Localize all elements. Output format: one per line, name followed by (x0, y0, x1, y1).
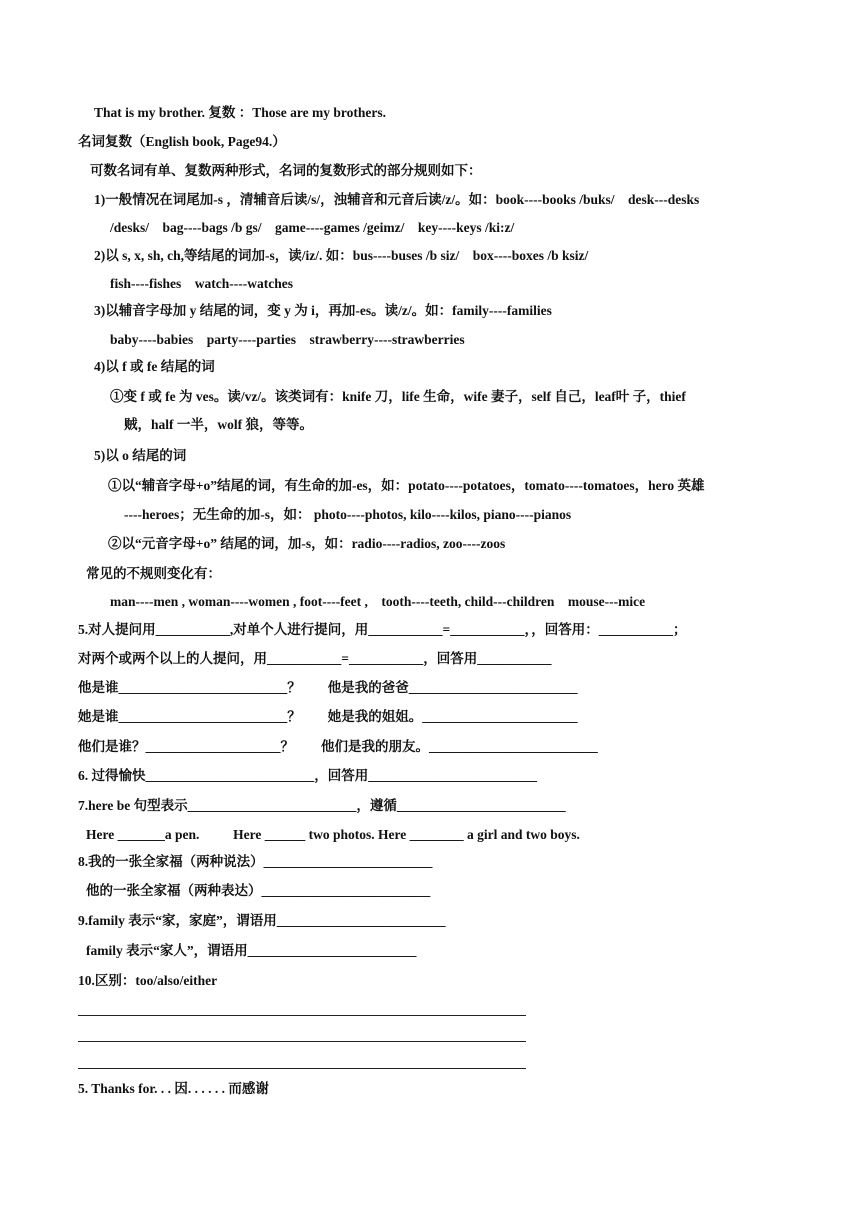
question-8-line-2: 他的一张全家福（两种表达）_________________________ (86, 883, 431, 898)
irregular-heading: 常见的不规则变化有： (86, 566, 221, 581)
who-is-he-line: 他是谁_________________________？ 他是我的爸爸_________________________ (78, 680, 578, 695)
question-8-line-1: 8.我的一张全家福（两种说法）_________________________ (78, 854, 433, 869)
rule-4-heading: 4)以 f 或 fe 结尾的词 (94, 359, 215, 374)
line-brother-plural: That is my brother. 复数 ：Those are my brothers. (94, 105, 387, 120)
question-10-heading: 10.区别：too/also/either (78, 973, 218, 988)
answer-line (78, 1015, 526, 1016)
rule-1-line-1: 1)一般情况在词尾加-s ，清辅音后读/s/，浊辅音和元音后读/z/。如：book----books /buks/ desk---desks (94, 192, 700, 207)
who-is-she-line: 她是谁_________________________？ 她是我的姐姐。_______________________ (78, 709, 578, 724)
rule-5-line-3: ②以“元音字母+o” 结尾的词，加-s，如：radio----radios, zoo----zoos (108, 536, 506, 551)
irregular-list: man----men , woman----women , foot----feet , tooth----teeth, child---children mouse---mice (110, 594, 646, 609)
question-5-line-1: 5.对人提问用___________,对单个人进行提问，用___________=___________，，回答用：___________； (78, 622, 687, 637)
rule-5-line-1: ①以“辅音字母+o”结尾的词，有生命的加-es，如：potato----potatoes，tomato----tomatoes，hero 英雄 (108, 478, 705, 493)
thanks-for-line: 5. Thanks for. . . 因. . . . . . 而感谢 (78, 1081, 269, 1096)
question-7-line-1: 7.here be 句型表示_________________________，遵循_________________________ (78, 798, 566, 813)
rule-5-heading: 5)以 o 结尾的词 (94, 448, 187, 463)
rule-1-line-2: /desks/ bag----bags /b gs/ game----games /geimz/ key----keys /ki:z/ (110, 220, 515, 235)
rule-2-line-1: 2)以 s, x, sh, ch,等结尾的词加-s，读/iz/. 如：bus----buses /b siz/ box----boxes /b ksiz/ (94, 248, 589, 263)
question-5-line-2: 对两个或两个以上的人提问，用___________=___________，回答用___________ (78, 651, 552, 666)
rule-3-line-1: 3)以辅音字母加 y 结尾的词，变 y 为 i，再加-es。读/z/。如：family----families (94, 303, 552, 318)
rule-4-line-2: 贼，half 一半，wolf 狼，等等。 (124, 417, 313, 432)
answer-line (78, 1068, 526, 1069)
question-9-line-1: 9.family 表示“家，家庭”，谓语用_________________________ (78, 913, 446, 928)
who-are-they-line: 他们是谁？____________________？ 他们是我的朋友。_________________________ (78, 739, 598, 754)
answer-line (78, 1041, 526, 1042)
heading-noun-plural: 名词复数（English book, Page94.） (78, 134, 286, 149)
rule-4-line-1: ①变 f 或 fe 为 ves。读/vz/。该类词有：knife 刀，life 生命，wife 妻子，self 自己，leaf叶 子，thief (110, 389, 686, 404)
rule-5-line-2: ----heroes；无生命的加-s，如： photo----photos, kilo----kilos, piano----pianos (124, 507, 572, 522)
question-6-line: 6. 过得愉快_________________________，回答用_________________________ (78, 768, 537, 783)
question-9-line-2: family 表示“家人”，谓语用_________________________ (86, 943, 417, 958)
intro-text: 可数名词有单、复数两种形式，名词的复数形式的部分规则如下： (90, 163, 482, 178)
rule-3-line-2: baby----babies party----parties strawberry----strawberries (110, 332, 465, 347)
rule-2-line-2: fish----fishes watch----watches (110, 276, 293, 291)
question-7-line-2: Here _______a pen. Here ______ two photos. Here ________ a girl and two boys. (86, 827, 580, 842)
